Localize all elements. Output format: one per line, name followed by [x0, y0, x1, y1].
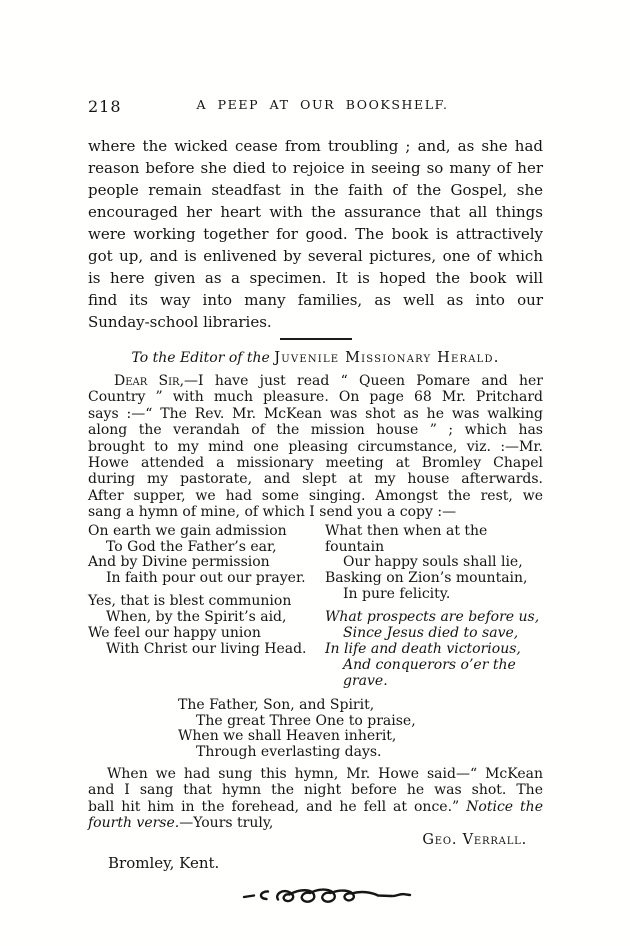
letter-heading-italic: To the Editor of the [131, 350, 275, 366]
review-line: is here given as a specimen. It is hoped the book will [88, 269, 543, 287]
hymn-line: The great Three One to praise, [196, 712, 416, 729]
journal-name: Juvenile Missionary Herald. [274, 350, 500, 366]
letter-line: Country ” with much pleasure. On page 68 Mr. Pritchard [88, 389, 543, 406]
hymn-columns [88, 524, 543, 697]
hymn-line: In life and death victorious, [325, 641, 521, 657]
hymn-line: On earth we gain admission [88, 522, 287, 539]
hymn-line: When, by the Spirit’s aid, [106, 609, 287, 626]
review-line: people remain steadfast in the faith of the Gospel, she [88, 181, 543, 199]
signature: Geo. Verrall. [422, 831, 527, 848]
letter-opening-line [88, 373, 543, 389]
review-line: encouraged her heart with the assurance that all things [88, 203, 543, 221]
hymn-stanza-4 [325, 610, 543, 690]
hymn-line: Our happy souls shall lie, [343, 554, 523, 571]
hymn-doxology-stanza [178, 698, 543, 761]
closing-line: When we had sung this hymn, Mr. Howe said—“ McKean [107, 765, 543, 782]
hymn-quotation [88, 524, 543, 761]
review-line: find its way into many families, as well as into our [88, 291, 543, 309]
hymn-line: In faith pour out our prayer. [106, 570, 306, 587]
hymn-line: Yes, that is blest communion [88, 593, 292, 610]
section-divider-rule [280, 338, 352, 340]
review-line: were working together for good. The book is attractively [88, 225, 543, 243]
letter-line: during my pastorate, and slept at my house afterwards. [88, 471, 543, 488]
review-line: got up, and is enlivened by several pictures, one of which [88, 247, 543, 265]
review-line: Sunday-school libraries. [88, 313, 272, 331]
hymn-left-column [88, 524, 325, 697]
closing-line-roman: —Yours truly, [179, 815, 274, 832]
letter-body [88, 373, 543, 521]
review-line: where the wicked cease from troubling ; and, as she had [88, 137, 543, 155]
letter-line: brought to my mind one pleasing circumstance, viz. :—Mr. [88, 438, 543, 455]
hymn-stanza-2 [88, 594, 325, 658]
hymn-line: Since Jesus died to save, [343, 625, 519, 642]
letter-line: After supper, we had some singing. Amongst the rest, we [88, 487, 543, 504]
closing-line [88, 815, 543, 831]
hymn-line: In pure felicity. [343, 586, 451, 603]
place-line: Bromley, Kent. [108, 854, 220, 873]
salutation: Dear Sir, [114, 373, 185, 389]
closing-line [88, 799, 543, 815]
hymn-line: Through everlasting days. [196, 744, 382, 761]
page-content [88, 0, 543, 910]
hymn-line: What prospects are before us, [325, 609, 540, 626]
hymn-stanza-1 [88, 524, 325, 588]
running-title: A PEEP AT OUR BOOKSHELF. [196, 97, 449, 112]
closing-line-roman: ball hit him in the forehead, and he fell at once.” [88, 798, 467, 815]
letter-opening-rest: —I have just read “ Queen Pomare and her [184, 373, 543, 389]
closing-line-italic: Notice the [466, 798, 543, 815]
letter-heading [88, 350, 543, 366]
hymn-line: And conquerors o’er the grave. [343, 656, 516, 689]
hymn-line: What then when at the fountain [325, 522, 488, 555]
scroll-flourish-icon [241, 886, 413, 906]
hymn-line: To God the Father’s ear, [106, 538, 277, 555]
letter-line: Howe attended a missionary meeting at Bromley Chapel [88, 455, 543, 472]
closing-line-italic: fourth verse. [88, 815, 180, 832]
hymn-line: And by Divine permission [88, 554, 270, 571]
letter-line: says :—“ The Rev. Mr. McKean was shot as he was walking [88, 405, 543, 422]
hymn-line: Basking on Zion’s mountain, [325, 570, 528, 587]
running-head [88, 97, 543, 115]
review-line: reason before she died to rejoice in seeing so many of her [88, 159, 543, 177]
hymn-stanza-3 [325, 524, 543, 604]
hymn-line: We feel our happy union [88, 625, 261, 642]
letter-line: along the verandah of the mission house ” ; which has [88, 422, 543, 439]
tailpiece-ornament [88, 886, 543, 910]
closing-paragraph [88, 766, 543, 832]
page-number: 218 [88, 97, 122, 116]
hymn-line: The Father, Son, and Spirit, [178, 696, 375, 713]
letter-line: sang a hymn of mine, of which I send you a copy :— [88, 504, 457, 521]
hymn-line: When we shall Heaven inherit, [178, 728, 397, 745]
hymn-line: With Christ our living Head. [106, 641, 307, 657]
review-paragraph [88, 135, 543, 333]
closing-line: and I sang that hymn the night before he was shot. The [88, 782, 543, 799]
hymn-right-column [325, 524, 543, 697]
